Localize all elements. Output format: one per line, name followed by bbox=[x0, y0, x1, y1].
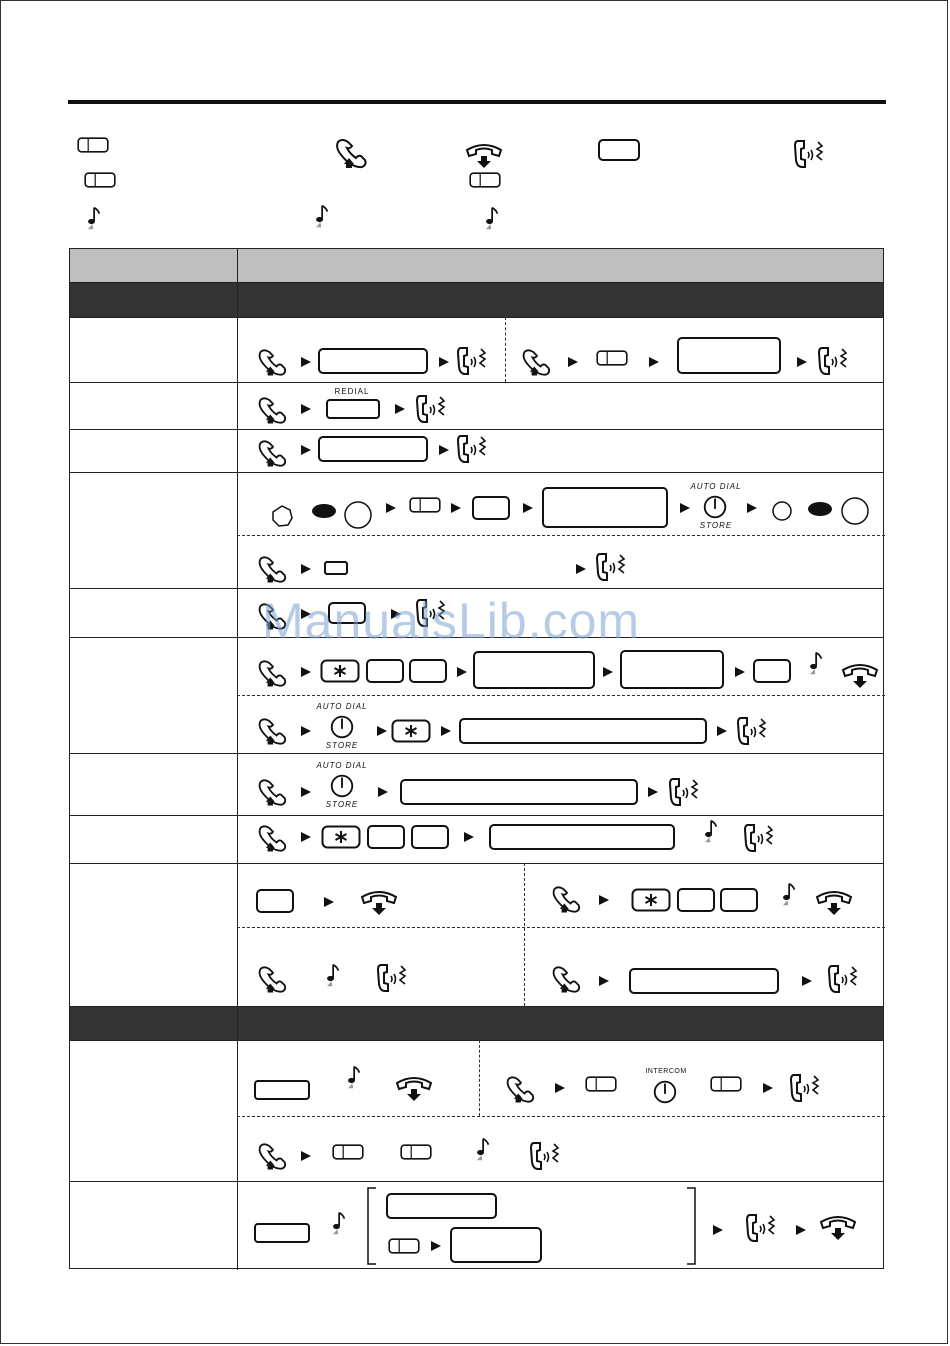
talk-icon bbox=[455, 433, 491, 465]
intercom-label: INTERCOM bbox=[645, 1068, 687, 1075]
button-icon bbox=[398, 1144, 434, 1160]
arrow-icon bbox=[554, 1082, 566, 1094]
arrow-icon bbox=[648, 356, 660, 368]
off-hook-icon bbox=[255, 657, 291, 689]
confirmation-tone-icon bbox=[781, 881, 799, 907]
button-icon bbox=[82, 172, 118, 188]
arrow-icon bbox=[762, 1082, 774, 1094]
off-hook-icon bbox=[519, 346, 555, 378]
led-icon bbox=[806, 500, 834, 518]
arrow-icon bbox=[598, 894, 610, 906]
talk-icon bbox=[816, 345, 852, 377]
number-box bbox=[318, 436, 428, 462]
talk-icon bbox=[788, 1072, 824, 1104]
key-icon bbox=[677, 888, 715, 912]
auto-dial-store-button-icon bbox=[701, 493, 729, 521]
talk-icon bbox=[667, 776, 703, 808]
talk-icon bbox=[528, 1140, 564, 1172]
arrow-icon bbox=[438, 356, 450, 368]
number-box bbox=[473, 651, 595, 689]
key-icon bbox=[256, 889, 294, 913]
off-hook-icon bbox=[255, 963, 291, 995]
talk-icon bbox=[826, 963, 862, 995]
button-icon bbox=[324, 561, 348, 575]
talk-icon bbox=[375, 962, 411, 994]
arrow-icon bbox=[463, 831, 475, 843]
confirmation-tone-icon bbox=[475, 1136, 493, 1162]
number-box bbox=[677, 337, 781, 374]
button-icon bbox=[330, 1144, 366, 1160]
intercom-button-icon bbox=[651, 1078, 679, 1106]
arrow-icon bbox=[456, 666, 468, 678]
confirmation-tone-icon bbox=[86, 205, 104, 231]
arrow-icon bbox=[746, 502, 758, 514]
number-box bbox=[620, 650, 724, 689]
off-hook-icon bbox=[503, 1073, 539, 1105]
button-icon bbox=[708, 1076, 744, 1092]
talk-icon bbox=[744, 1212, 780, 1244]
arrow-icon bbox=[598, 975, 610, 987]
confirmation-tone-icon bbox=[484, 205, 502, 231]
arrow-icon bbox=[377, 786, 389, 798]
watermark: ManualsLib.com bbox=[262, 593, 641, 649]
arrow-icon bbox=[734, 666, 746, 678]
arrow-icon bbox=[647, 786, 659, 798]
arrow-icon bbox=[385, 502, 397, 514]
arrow-icon bbox=[376, 725, 388, 737]
on-hook-icon bbox=[394, 1073, 434, 1103]
star-key-icon bbox=[321, 825, 361, 849]
off-hook-icon bbox=[255, 437, 291, 469]
arrow-icon bbox=[679, 502, 691, 514]
arrow-icon bbox=[796, 356, 808, 368]
confirmation-tone-icon bbox=[325, 962, 343, 988]
table-header bbox=[70, 249, 883, 283]
key-icon bbox=[472, 496, 510, 520]
section-header bbox=[70, 283, 883, 317]
arrow-icon bbox=[450, 502, 462, 514]
operation-table bbox=[69, 248, 884, 1269]
arrow-icon bbox=[712, 1224, 724, 1236]
redial-label: REDIAL bbox=[334, 387, 370, 396]
led-icon bbox=[343, 500, 373, 530]
key-icon bbox=[753, 659, 791, 683]
arrow-icon bbox=[602, 666, 614, 678]
confirmation-tone-icon bbox=[808, 650, 826, 676]
key-icon bbox=[409, 659, 447, 683]
arrow-icon bbox=[300, 1150, 312, 1162]
talk-icon bbox=[735, 715, 771, 747]
auto-dial-label: AUTO DIAL bbox=[690, 482, 742, 491]
button-icon bbox=[583, 1076, 619, 1092]
arrow-icon bbox=[300, 725, 312, 737]
auto-dial-label: AUTO DIAL bbox=[316, 761, 368, 770]
led-icon bbox=[270, 504, 294, 528]
arrow-icon bbox=[300, 831, 312, 843]
confirmation-tone-icon bbox=[331, 1210, 349, 1236]
off-hook-icon bbox=[549, 883, 585, 915]
arrow-icon bbox=[430, 1240, 442, 1252]
talk-icon bbox=[742, 822, 778, 854]
number-box bbox=[459, 718, 707, 744]
store-label: STORE bbox=[699, 521, 733, 530]
off-hook-icon bbox=[332, 136, 372, 170]
talk-icon bbox=[594, 551, 630, 583]
button-icon bbox=[408, 497, 442, 513]
on-hook-icon bbox=[840, 660, 880, 690]
off-hook-icon bbox=[255, 776, 291, 808]
key-icon bbox=[366, 659, 404, 683]
on-hook-icon bbox=[359, 887, 399, 917]
arrow-icon bbox=[801, 975, 813, 987]
on-hook-icon bbox=[464, 140, 504, 170]
arrow-icon bbox=[522, 502, 534, 514]
off-hook-icon bbox=[255, 715, 291, 747]
button-icon bbox=[386, 1238, 422, 1254]
led-icon bbox=[771, 500, 793, 522]
off-hook-icon bbox=[255, 394, 291, 426]
arrow-icon bbox=[567, 356, 579, 368]
key-icon bbox=[367, 825, 405, 849]
off-hook-icon bbox=[549, 963, 585, 995]
star-key-icon bbox=[391, 719, 431, 743]
number-box bbox=[629, 968, 779, 994]
talk-icon bbox=[414, 393, 450, 425]
off-hook-icon bbox=[255, 822, 291, 854]
auto-dial-store-button-icon bbox=[328, 772, 356, 800]
star-key-icon bbox=[631, 888, 671, 912]
button-icon bbox=[75, 137, 111, 153]
on-hook-icon bbox=[814, 887, 854, 917]
auto-dial-store-button-icon bbox=[328, 713, 356, 741]
arrow-icon bbox=[795, 1224, 807, 1236]
store-label: STORE bbox=[325, 800, 359, 809]
key-icon bbox=[411, 825, 449, 849]
arrow-icon bbox=[300, 563, 312, 575]
number-box bbox=[318, 348, 428, 374]
arrow-icon bbox=[300, 786, 312, 798]
redial-button bbox=[326, 399, 380, 419]
section-header bbox=[70, 1006, 883, 1040]
title-rule bbox=[68, 100, 886, 104]
off-hook-icon bbox=[255, 346, 291, 378]
number-box bbox=[489, 824, 675, 850]
arrow-icon bbox=[716, 725, 728, 737]
arrow-icon bbox=[300, 356, 312, 368]
off-hook-icon bbox=[255, 553, 291, 585]
talk-icon bbox=[792, 138, 828, 170]
auto-dial-label: AUTO DIAL bbox=[316, 702, 368, 711]
button-icon bbox=[467, 172, 503, 188]
confirmation-tone-icon bbox=[346, 1064, 364, 1090]
key-icon bbox=[598, 139, 640, 161]
arrow-icon bbox=[300, 666, 312, 678]
arrow-icon bbox=[323, 896, 335, 908]
arrow-icon bbox=[300, 403, 312, 415]
confirmation-tone-icon bbox=[703, 818, 721, 844]
number-box bbox=[386, 1193, 497, 1219]
confirmation-tone-icon bbox=[314, 203, 332, 229]
key-icon bbox=[720, 888, 758, 912]
button-icon bbox=[594, 350, 630, 366]
arrow-icon bbox=[394, 403, 406, 415]
star-key-icon bbox=[320, 659, 360, 683]
arrow-icon bbox=[300, 444, 312, 456]
right-bracket bbox=[685, 1186, 697, 1266]
key-icon bbox=[254, 1080, 310, 1100]
led-icon bbox=[310, 502, 338, 520]
talk-icon bbox=[455, 345, 491, 377]
off-hook-icon bbox=[255, 1140, 291, 1172]
led-icon bbox=[840, 496, 870, 526]
number-box bbox=[400, 779, 638, 805]
arrow-icon bbox=[438, 444, 450, 456]
arrow-icon bbox=[575, 563, 587, 575]
number-box bbox=[450, 1227, 542, 1263]
store-label: STORE bbox=[325, 741, 359, 750]
number-box bbox=[542, 487, 668, 528]
key-icon bbox=[254, 1223, 310, 1243]
left-bracket bbox=[366, 1186, 378, 1266]
on-hook-icon bbox=[818, 1212, 858, 1242]
arrow-icon bbox=[440, 725, 452, 737]
